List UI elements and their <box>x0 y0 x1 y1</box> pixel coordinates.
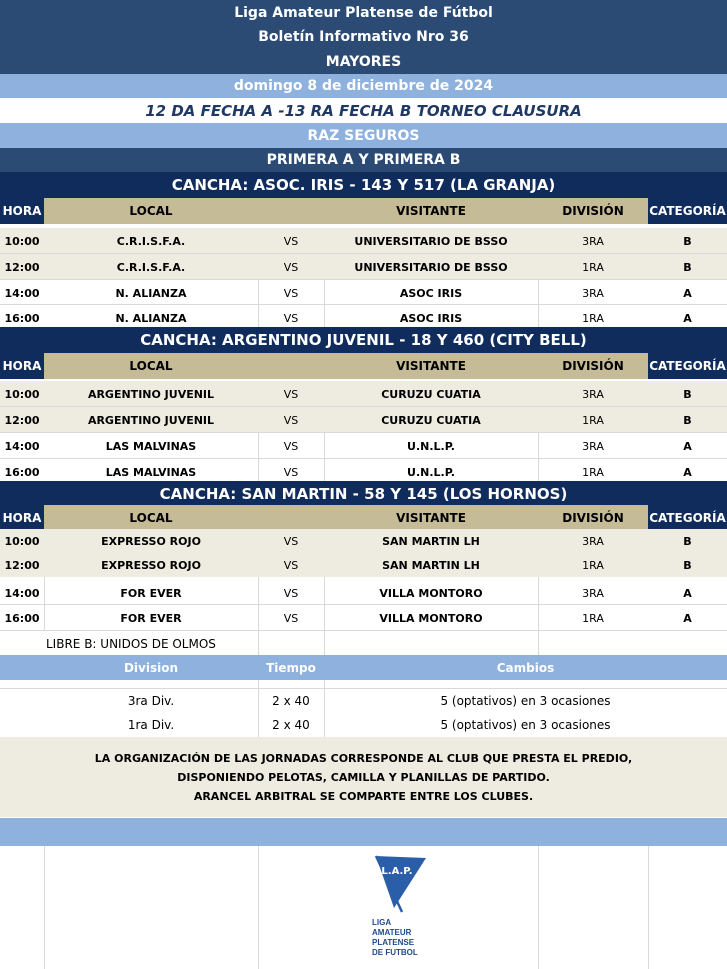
bulletin-title: Boletín Informativo Nro 36 <box>0 25 727 49</box>
logo-line: PLATENSE <box>372 938 415 947</box>
notice-line: ARANCEL ARBITRAL SE COMPARTE ENTRE LOS CLUBES. <box>193 789 534 803</box>
notice-line: DISPONIENDO PELOTAS, CAMILLA Y PLANILLAS DE PARTIDO. <box>177 770 550 784</box>
col-divider <box>648 846 649 969</box>
col-visitante: VISITANTE <box>324 353 538 379</box>
row-divider <box>0 688 727 689</box>
match-vs: VS <box>283 611 299 625</box>
match-division: 1RA <box>582 311 604 325</box>
match-vs: VS <box>283 286 299 300</box>
footer-band <box>0 818 727 846</box>
match-hora: 16:00 <box>4 311 40 325</box>
match-visitante: VILLA MONTORO <box>379 586 483 600</box>
col-division: DIVISIÓN <box>538 505 648 531</box>
match-categoria: A <box>683 586 692 600</box>
col-categoria: CATEGORÍA <box>648 353 727 379</box>
category-title: MAYORES <box>0 49 727 74</box>
match-local: C.R.I.S.F.A. <box>116 260 186 274</box>
match-categoria: A <box>683 311 692 325</box>
match-local: EXPRESSO ROJO <box>101 558 201 572</box>
col-categoria: CATEGORÍA <box>648 198 727 224</box>
table-row <box>0 580 727 606</box>
match-categoria: A <box>683 439 692 453</box>
table-row <box>0 407 727 433</box>
table-row <box>0 433 727 459</box>
rules-col-tiempo: Tiempo <box>266 660 316 675</box>
col-division: DIVISIÓN <box>538 353 648 379</box>
match-hora: 16:00 <box>4 611 40 625</box>
notice-line: LA ORGANIZACIÓN DE LAS JORNADAS CORRESPONDE AL CLUB QUE PRESTA EL PREDIO, <box>94 751 633 765</box>
match-local: EXPRESSO ROJO <box>101 534 201 548</box>
match-local: ARGENTINO JUVENIL <box>87 387 215 401</box>
venue-title: CANCHA: ARGENTINO JUVENIL - 18 Y 460 (CITY BELL) <box>0 327 727 353</box>
match-visitante: U.N.L.P. <box>407 465 455 479</box>
match-division: 3RA <box>582 387 604 401</box>
match-vs: VS <box>283 387 299 401</box>
match-visitante: VILLA MONTORO <box>379 611 483 625</box>
match-vs: VS <box>283 534 299 548</box>
rule-cambios: 5 (optativos) en 3 ocasiones <box>440 694 611 708</box>
match-vs: VS <box>283 234 299 248</box>
division-banner: PRIMERA A Y PRIMERA B <box>0 148 727 172</box>
table-row <box>0 381 727 407</box>
match-division: 1RA <box>582 413 604 427</box>
match-hora: 14:00 <box>4 586 40 600</box>
match-visitante: ASOC IRIS <box>399 286 463 300</box>
col-local: LOCAL <box>44 198 258 224</box>
col-divider <box>538 432 539 481</box>
match-categoria: A <box>683 611 692 625</box>
rule-division: 3ra Div. <box>127 694 175 708</box>
libre-note: LIBRE B: UNIDOS DE OLMOS <box>46 637 216 651</box>
match-division: 1RA <box>582 465 604 479</box>
match-division: 3RA <box>582 286 604 300</box>
col-division: DIVISIÓN <box>538 198 648 224</box>
table-row <box>0 254 727 280</box>
match-visitante: ASOC IRIS <box>399 311 463 325</box>
col-local: LOCAL <box>44 505 258 531</box>
match-categoria: B <box>683 558 692 572</box>
rules-row <box>0 713 727 738</box>
table-row <box>0 605 727 631</box>
col-divider <box>44 846 45 969</box>
flag-text: L.A.P. <box>381 866 413 877</box>
match-categoria: B <box>683 234 692 248</box>
col-visitante: VISITANTE <box>324 198 538 224</box>
match-local: LAS MALVINAS <box>105 439 197 453</box>
col-divider <box>258 279 259 327</box>
match-visitante: SAN MARTIN LH <box>382 558 480 572</box>
row-divider <box>0 279 727 280</box>
col-vs-blank <box>258 505 324 531</box>
match-categoria: B <box>683 534 692 548</box>
match-categoria: B <box>683 387 692 401</box>
logo-line: AMATEUR <box>372 928 412 937</box>
match-vs: VS <box>283 439 299 453</box>
match-categoria: B <box>683 413 692 427</box>
match-vs: VS <box>283 311 299 325</box>
table-row <box>0 280 727 306</box>
match-visitante: U.N.L.P. <box>407 439 455 453</box>
col-divider <box>538 846 539 969</box>
col-divider <box>324 680 325 737</box>
match-local: N. ALIANZA <box>115 311 187 325</box>
sponsor-banner: RAZ SEGUROS <box>0 123 727 148</box>
match-categoria: A <box>683 465 692 479</box>
rule-tiempo: 2 x 40 <box>272 694 310 708</box>
venue-title: CANCHA: ASOC. IRIS - 143 Y 517 (LA GRANJA) <box>0 172 727 198</box>
league-logo <box>368 852 438 967</box>
match-local: LAS MALVINAS <box>105 465 197 479</box>
match-hora: 14:00 <box>4 286 40 300</box>
col-hora: HORA <box>0 198 44 224</box>
date-banner: domingo 8 de diciembre de 2024 <box>0 74 727 98</box>
match-local: N. ALIANZA <box>115 286 187 300</box>
match-hora: 12:00 <box>4 413 40 427</box>
match-division: 1RA <box>582 260 604 274</box>
round-banner: 12 DA FECHA A -13 RA FECHA B TORNEO CLAUSURA <box>0 98 727 123</box>
match-vs: VS <box>283 558 299 572</box>
match-hora: 10:00 <box>4 234 40 248</box>
match-division: 1RA <box>582 611 604 625</box>
col-divider <box>538 577 539 655</box>
row-divider <box>0 432 727 433</box>
row-divider <box>0 406 727 407</box>
col-divider <box>324 279 325 327</box>
col-divider <box>44 577 45 631</box>
rules-row <box>0 689 727 714</box>
venue-title: CANCHA: SAN MARTIN - 58 Y 145 (LOS HORNOS) <box>0 481 727 507</box>
row-divider <box>0 630 727 631</box>
col-divider <box>324 432 325 481</box>
match-categoria: B <box>683 260 692 274</box>
col-vs-blank <box>258 198 324 224</box>
match-local: ARGENTINO JUVENIL <box>87 413 215 427</box>
rule-cambios: 5 (optativos) en 3 ocasiones <box>440 718 611 732</box>
table-row <box>0 228 727 254</box>
col-local: LOCAL <box>44 353 258 379</box>
logo-line: DE FUTBOL <box>372 948 418 957</box>
match-hora: 12:00 <box>4 558 40 572</box>
rules-col-cambios: Cambios <box>496 660 555 675</box>
match-division: 3RA <box>582 586 604 600</box>
match-visitante: UNIVERSITARIO DE BSSO <box>354 234 508 248</box>
match-vs: VS <box>283 586 299 600</box>
rules-col-division: Division <box>123 660 179 675</box>
table-row <box>0 553 727 577</box>
col-divider <box>258 577 259 655</box>
match-hora: 10:00 <box>4 387 40 401</box>
col-divider <box>258 432 259 481</box>
col-divider <box>324 577 325 655</box>
col-divider <box>538 279 539 327</box>
col-hora: HORA <box>0 353 44 379</box>
match-hora: 10:00 <box>4 534 40 548</box>
match-hora: 16:00 <box>4 465 40 479</box>
match-division: 1RA <box>582 558 604 572</box>
logo-line: LIGA <box>372 918 392 927</box>
rule-tiempo: 2 x 40 <box>272 718 310 732</box>
match-local: C.R.I.S.F.A. <box>116 234 186 248</box>
match-visitante: CURUZU CUATIA <box>381 413 481 427</box>
match-categoria: A <box>683 286 692 300</box>
match-hora: 12:00 <box>4 260 40 274</box>
col-visitante: VISITANTE <box>324 505 538 531</box>
rules-header <box>0 655 727 680</box>
organization-notice <box>0 737 727 817</box>
col-categoria: CATEGORÍA <box>648 505 727 531</box>
table-row <box>0 529 727 553</box>
match-vs: VS <box>283 465 299 479</box>
table-header <box>0 353 727 379</box>
match-visitante: CURUZU CUATIA <box>381 387 481 401</box>
flag-icon <box>368 852 438 914</box>
col-vs-blank <box>258 353 324 379</box>
match-local: FOR EVER <box>120 611 182 625</box>
match-division: 3RA <box>582 234 604 248</box>
col-hora: HORA <box>0 505 44 531</box>
match-local: FOR EVER <box>120 586 182 600</box>
match-visitante: SAN MARTIN LH <box>382 534 480 548</box>
match-vs: VS <box>283 413 299 427</box>
match-division: 3RA <box>582 534 604 548</box>
row-divider <box>0 458 727 459</box>
match-hora: 14:00 <box>4 439 40 453</box>
match-vs: VS <box>283 260 299 274</box>
match-visitante: UNIVERSITARIO DE BSSO <box>354 260 508 274</box>
col-divider <box>258 680 259 737</box>
rule-division: 1ra Div. <box>127 718 175 732</box>
col-divider <box>258 846 259 969</box>
league-title: Liga Amateur Platense de Fútbol <box>0 0 727 25</box>
match-division: 3RA <box>582 439 604 453</box>
table-header <box>0 198 727 224</box>
row-divider <box>0 604 727 605</box>
row-divider <box>0 253 727 254</box>
table-header <box>0 505 727 531</box>
row-divider <box>0 304 727 305</box>
